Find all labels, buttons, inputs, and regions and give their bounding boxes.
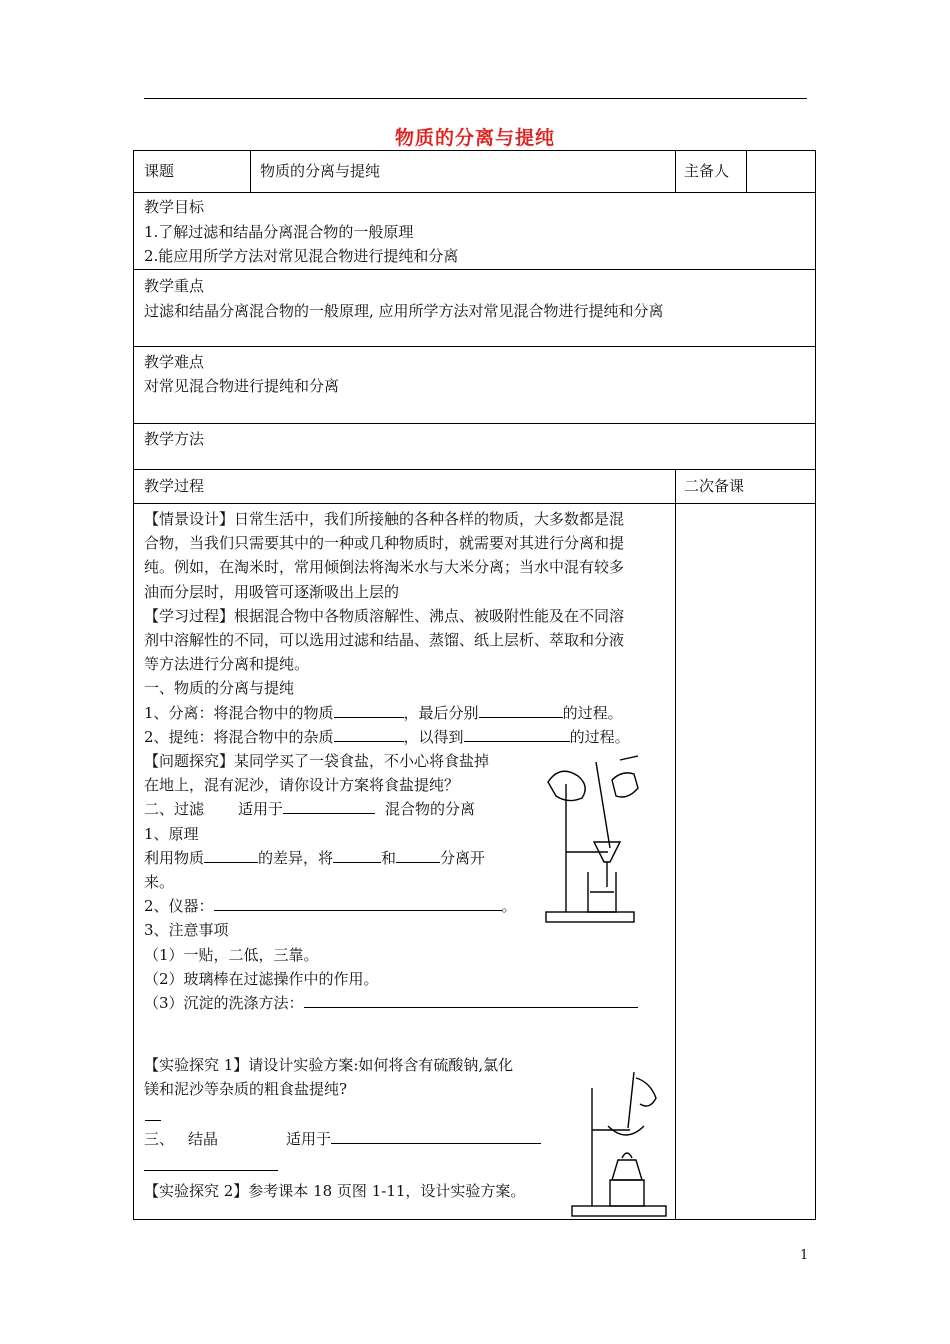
answer-blank[interactable]	[144, 1170, 278, 1171]
inquiry-line: 【问题探究】某同学买了一袋食盐，不小心将食盐掉	[144, 752, 490, 771]
scenario-line: 油而分层时，用吸管可逐渐吸出上层的	[144, 582, 400, 601]
scenario-line: 【情景设计】日常生活中，我们所接触的各种各样的物质，大多数都是混	[144, 510, 625, 528]
header-rule	[144, 98, 807, 99]
instruments-line: 2、仪器： 。	[144, 897, 517, 916]
experiment-2: 【实验探究 2】参考课本 18 页图 1-11，设计实验方案。	[144, 1182, 526, 1200]
answer-blank[interactable]	[333, 847, 381, 863]
answer-blank[interactable]	[334, 726, 404, 742]
process-heading: 教学过程	[144, 477, 205, 495]
experiment-line: 镁和泥沙等杂质的粗食盐提纯?	[144, 1080, 348, 1099]
answer-blank[interactable]	[396, 847, 440, 863]
methods-heading: 教学方法	[144, 430, 205, 448]
difficulties-text: 对常见混合物进行提纯和分离	[144, 377, 340, 395]
scenario-line: 合物，当我们只需要其中的一种或几种物质时，就需要对其进行分离和提	[144, 534, 625, 553]
difficulties-heading: 教学难点	[144, 353, 205, 371]
answer-blank[interactable]	[214, 895, 502, 911]
answer-blank[interactable]	[204, 847, 258, 863]
answer-blank[interactable]	[479, 702, 563, 718]
note-item: （2）玻璃棒在过滤操作中的作用。	[144, 969, 379, 988]
key-points-heading: 教学重点	[144, 277, 205, 295]
principle-heading: 1、原理	[144, 824, 199, 843]
notes-heading: 3、注意事项	[144, 921, 229, 940]
objective-item: 2.能应用所学方法对常见混合物进行提纯和分离	[144, 247, 459, 265]
purification-line: 2、提纯：将混合物中的杂质 ，以得到 的过程。	[144, 727, 630, 746]
answer-blank[interactable]	[464, 726, 570, 742]
evaporation-apparatus-image	[570, 1068, 670, 1220]
note-item: （3）沉淀的洗涤方法：	[144, 991, 674, 1015]
objectives-heading: 教学目标	[144, 198, 205, 216]
page-number: 1	[800, 1248, 809, 1263]
note-item: （1）一贴，二低，三靠。	[144, 945, 319, 964]
principle-line: 利用物质 的差异，将 和 分离开	[144, 848, 486, 867]
second-prep-heading: 二次备课	[684, 477, 745, 495]
scenario-line: 纯。例如，在淘米时，常用倾倒法将淘米水与大米分离；当水中混有较多	[144, 558, 625, 577]
separation-line: 1、分离：将混合物中的物质 ，最后分别 的过程。	[144, 703, 623, 722]
inquiry-line: 在地上，混有泥沙，请你设计方案将食盐提纯？	[144, 776, 460, 795]
subject-label: 课题	[144, 162, 175, 180]
document-title: 物质的分离与提纯	[394, 127, 555, 149]
crystallization-line: 三、 结晶 适用于	[144, 1127, 541, 1151]
section-heading: 一、物质的分离与提纯	[144, 679, 295, 698]
key-points-text: 过滤和结晶分离混合物的一般原理, 应用所学方法对常见混合物进行提纯和分离	[144, 302, 664, 320]
answer-blank[interactable]	[304, 992, 638, 1008]
short-rule	[145, 1120, 161, 1121]
learning-line: 剂中溶解性的不同，可以选用过滤和结晶、蒸馏、纸上层析、萃取和分液	[144, 631, 625, 650]
experiment-line: 【实验探究 1】请设计实验方案:如何将含有硫酸钠,氯化	[144, 1056, 514, 1074]
objective-item: 1.了解过滤和结晶分离混合物的一般原理	[144, 223, 414, 241]
learning-line: 等方法进行分离和提纯。	[144, 655, 310, 674]
preparer-label: 主备人	[684, 162, 730, 180]
learning-line: 【学习过程】根据混合物中各物质溶解性、沸点、被吸附性能及在不同溶	[144, 606, 625, 625]
filtration-line: 二、过滤 适用于 混合物的分离	[144, 800, 476, 819]
principle-line-end: 来。	[144, 873, 175, 892]
answer-blank[interactable]	[331, 1128, 541, 1144]
subject-value: 物质的分离与提纯	[260, 162, 381, 180]
filtration-apparatus-image	[538, 752, 642, 928]
answer-blank[interactable]	[283, 798, 375, 814]
answer-blank[interactable]	[334, 702, 404, 718]
